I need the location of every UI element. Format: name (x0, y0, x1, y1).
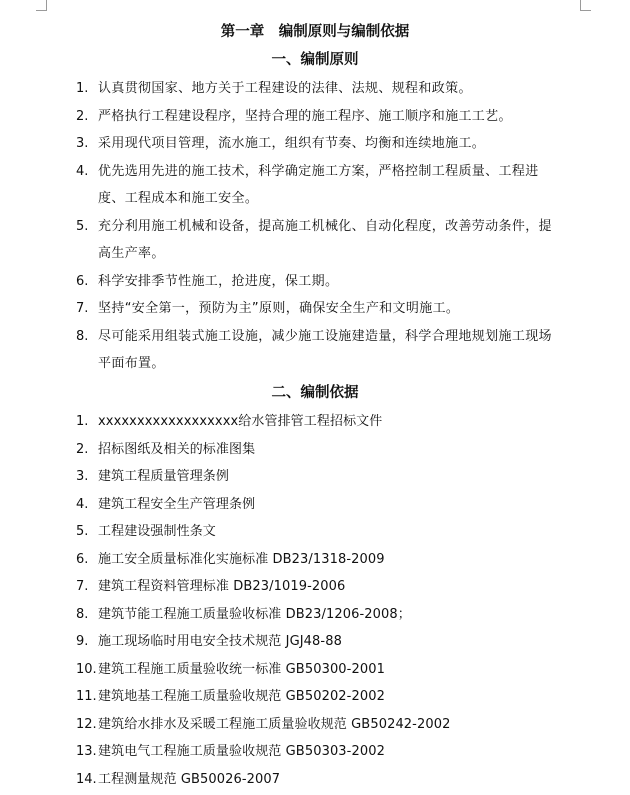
list-item (0, 546, 630, 574)
list-item-number: 1. (76, 414, 89, 429)
list-item (0, 75, 630, 103)
list-item-text: xxxxxxxxxxxxxxxxxx给水管排管工程招标文件 (98, 414, 383, 429)
principles-list (0, 75, 630, 378)
list-item (0, 711, 630, 739)
list-item-text: 建筑电气工程施工质量验收规范 GB50303-2002 (98, 744, 385, 759)
list-item-number: 6. (76, 551, 89, 567)
list-item-text: 认真贯彻国家、地方关于工程建设的法律、法规、规程和政策。 (98, 81, 472, 96)
list-item (0, 491, 630, 519)
crop-mark-top-right (580, 0, 591, 11)
list-item (0, 573, 630, 601)
list-item-number: 6. (76, 273, 89, 289)
list-item-text: 建筑给水排水及采暖工程施工质量验收规范 GB50242-2002 (98, 716, 451, 732)
list-item-number: 9. (76, 634, 89, 649)
list-item (0, 628, 630, 656)
list-item-number: 10. (76, 661, 97, 677)
list-item-number: 3. (76, 136, 89, 151)
list-item-number: 1. (76, 81, 89, 96)
list-item-text: 建筑工程资料管理标准 DB23/1019-2006 (98, 579, 346, 594)
list-item (0, 268, 630, 296)
section-title-basis: 二、编制依据 (271, 385, 359, 401)
list-item-number: 7. (76, 301, 89, 316)
list-item-number: 11. (76, 689, 97, 704)
list-item-number: 14. (76, 771, 97, 787)
crop-mark-top-left (36, 0, 47, 11)
list-item-number: 8. (76, 606, 89, 622)
list-item-text: 科学安排季节性施工，抢进度，保工期。 (98, 273, 339, 289)
list-item (0, 738, 630, 766)
list-item (0, 213, 630, 268)
list-item (0, 323, 630, 378)
list-item (0, 408, 630, 436)
list-item-text: 建筑工程安全生产管理条例 (98, 496, 256, 512)
list-item-number: 5. (76, 524, 89, 539)
basis-list (0, 408, 630, 793)
list-item (0, 601, 630, 629)
list-item-text: 尽可能采用组装式施工设施，减少施工设施建造量，科学合理地规划施工现场平面布置。 (98, 328, 552, 371)
list-item (0, 295, 630, 323)
list-item (0, 766, 630, 794)
list-item-text: 建筑节能工程施工质量验收标准 DB23/1206-2008； (98, 606, 411, 622)
list-item (0, 656, 630, 684)
list-item-text: 招标图纸及相关的标准图集 (98, 441, 256, 457)
list-item-text: 工程测量规范 GB50026-2007 (98, 771, 281, 787)
list-item-text: 坚持“安全第一，预防为主”原则，确保安全生产和文明施工。 (98, 301, 460, 316)
list-item-text: 施工现场临时用电安全技术规范 JGJ48-88 (98, 634, 342, 649)
list-item-number: 4. (76, 496, 89, 512)
list-item (0, 436, 630, 464)
list-item-number: 2. (76, 441, 89, 457)
list-item-text: 建筑工程施工质量验收统一标准 GB50300-2001 (98, 661, 385, 677)
list-item-text: 建筑地基工程施工质量验收规范 GB50202-2002 (98, 689, 385, 704)
list-item (0, 463, 630, 491)
list-item (0, 518, 630, 546)
list-item-number: 2. (76, 108, 89, 124)
section-title-principles: 一、编制原则 (271, 52, 359, 68)
list-item (0, 130, 630, 158)
list-item-text: 建筑工程质量管理条例 (98, 469, 230, 484)
list-item-text: 采用现代项目管理，流水施工，组织有节奏、均衡和连续地施工。 (98, 136, 486, 151)
list-item-number: 4. (76, 163, 89, 179)
list-item-text: 工程建设强制性条文 (98, 524, 216, 539)
list-item-number: 5. (76, 218, 89, 234)
list-item-number: 13. (76, 744, 97, 759)
list-item-number: 3. (76, 469, 89, 484)
list-item-number: 7. (76, 579, 89, 594)
list-item-text: 优先选用先进的施工技术，科学确定施工方案，严格控制工程质量、工程进度、工程成本和施工安全。 (98, 163, 539, 206)
list-item-number: 8. (76, 328, 89, 344)
list-item-number: 12. (76, 716, 97, 732)
list-item-text: 充分利用施工机械和设备，提高施工机械化、自动化程度，改善劳动条件，提高生产率。 (98, 218, 552, 261)
list-item (0, 103, 630, 131)
list-item-text: 施工安全质量标准化实施标准 DB23/1318-2009 (98, 551, 385, 567)
list-item-text: 严格执行工程建设程序，坚持合理的施工程序、施工顺序和施工工艺。 (98, 108, 512, 124)
list-item (0, 683, 630, 711)
chapter-title: 第一章 编制原则与编制依据 (220, 24, 410, 40)
list-item (0, 158, 630, 213)
